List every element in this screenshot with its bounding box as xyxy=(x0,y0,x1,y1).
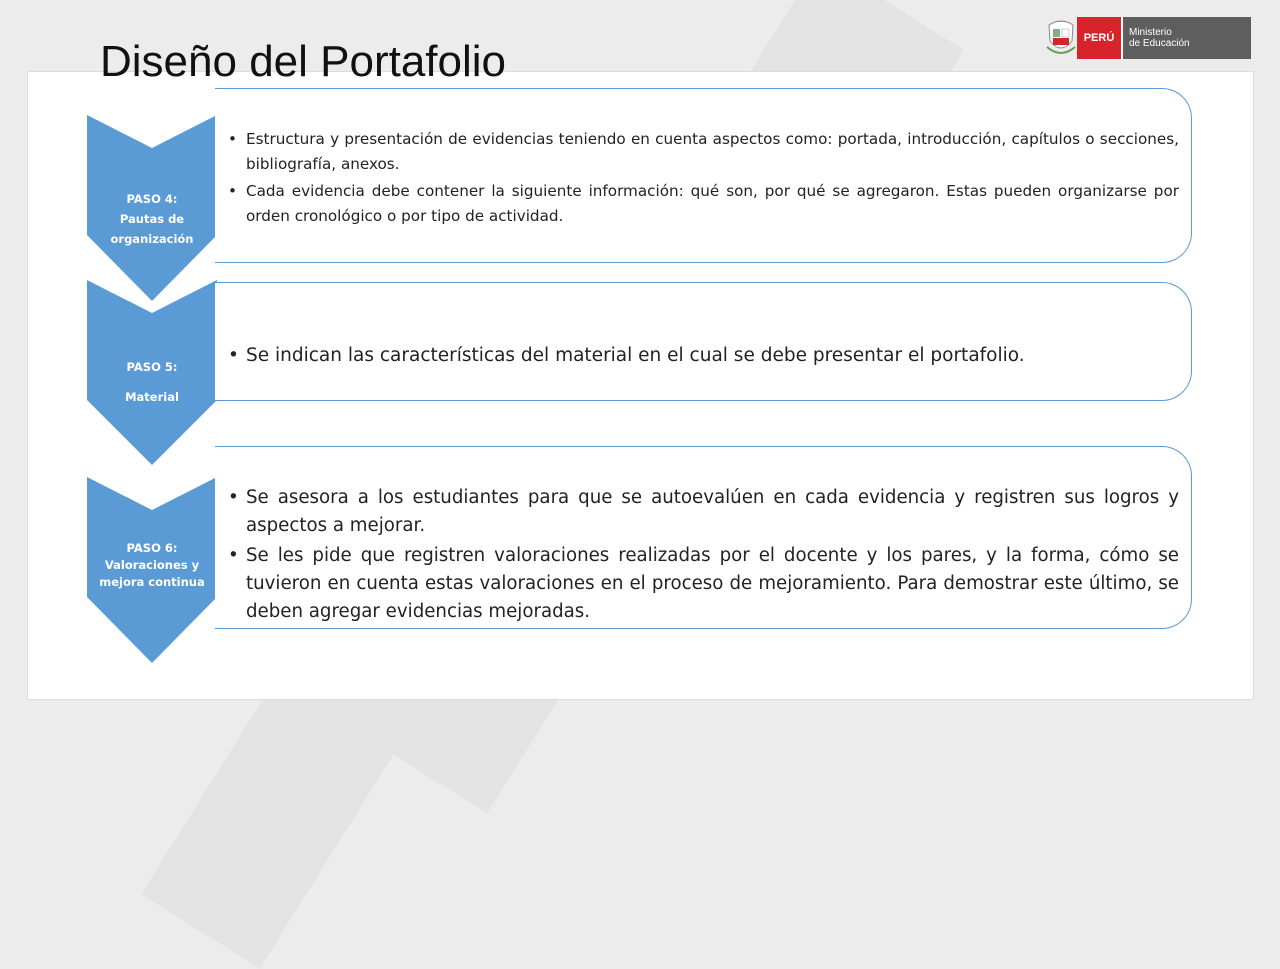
ministry-line-1: Ministerio xyxy=(1129,27,1172,38)
step-5-label-title: Material xyxy=(125,390,179,404)
slide-title: Diseño del Portafolio xyxy=(100,37,507,86)
step-6-label-title-1: Valoraciones y xyxy=(104,558,200,572)
step-4-label-title-2: organización xyxy=(110,232,194,246)
coat-of-arms-icon xyxy=(1045,17,1077,59)
svg-text:~~~: ~~~ xyxy=(1055,19,1067,24)
step-4-bullet-2: • Cada evidencia debe contener la siguiente información: qué son, por qué se agregaron. Estas pueden organizarse por orden cronológico o por tipo de actividad. xyxy=(215,179,1191,229)
step-6-label-number: PASO 6: xyxy=(126,541,178,555)
step-4-label xyxy=(87,189,217,249)
step-4-label-title-1: Pautas de xyxy=(119,212,185,226)
step-5-label xyxy=(87,352,217,412)
ministry-name xyxy=(1121,17,1251,59)
ministry-line-2: de Educación xyxy=(1129,38,1190,49)
step-6-bullet-2: • Se les pide que registren valoraciones realizadas por el docente y los pares, y la forma, cómo se tuvieron en cuenta estas valoraciones en el proceso de mejoramiento. Para demostrar este último, se deben agregar evidencias mejoradas. xyxy=(215,542,1191,626)
step-6-bullet-1: • Se asesora a los estudiantes para que se autoevalúen en cada evidencia y registren sus logros y aspectos a mejorar. xyxy=(215,484,1191,540)
step-5-bullet-1: • Se indican las características del material en el cual se debe presentar el portafolio. xyxy=(215,343,1191,368)
step-6-label-title-2: mejora continua xyxy=(99,575,205,589)
ministry-logo xyxy=(1045,17,1251,59)
step-4-bullets xyxy=(215,127,1191,229)
step-6-label xyxy=(87,540,217,591)
step-5-content-box xyxy=(215,282,1192,401)
step-5-bullets xyxy=(215,343,1191,368)
step-5-label-number: PASO 5: xyxy=(126,360,178,374)
step-4-content-box xyxy=(215,88,1192,263)
step-4-label-number: PASO 4: xyxy=(126,192,178,206)
step-4-bullet-1: • Estructura y presentación de evidencias teniendo en cuenta aspectos como: portada, introducción, capítulos o secciones, bibliografía, anexos. xyxy=(215,127,1191,177)
step-6-content-box xyxy=(215,446,1192,629)
peru-badge: PERÚ xyxy=(1077,17,1121,59)
step-6-bullets xyxy=(215,484,1191,626)
